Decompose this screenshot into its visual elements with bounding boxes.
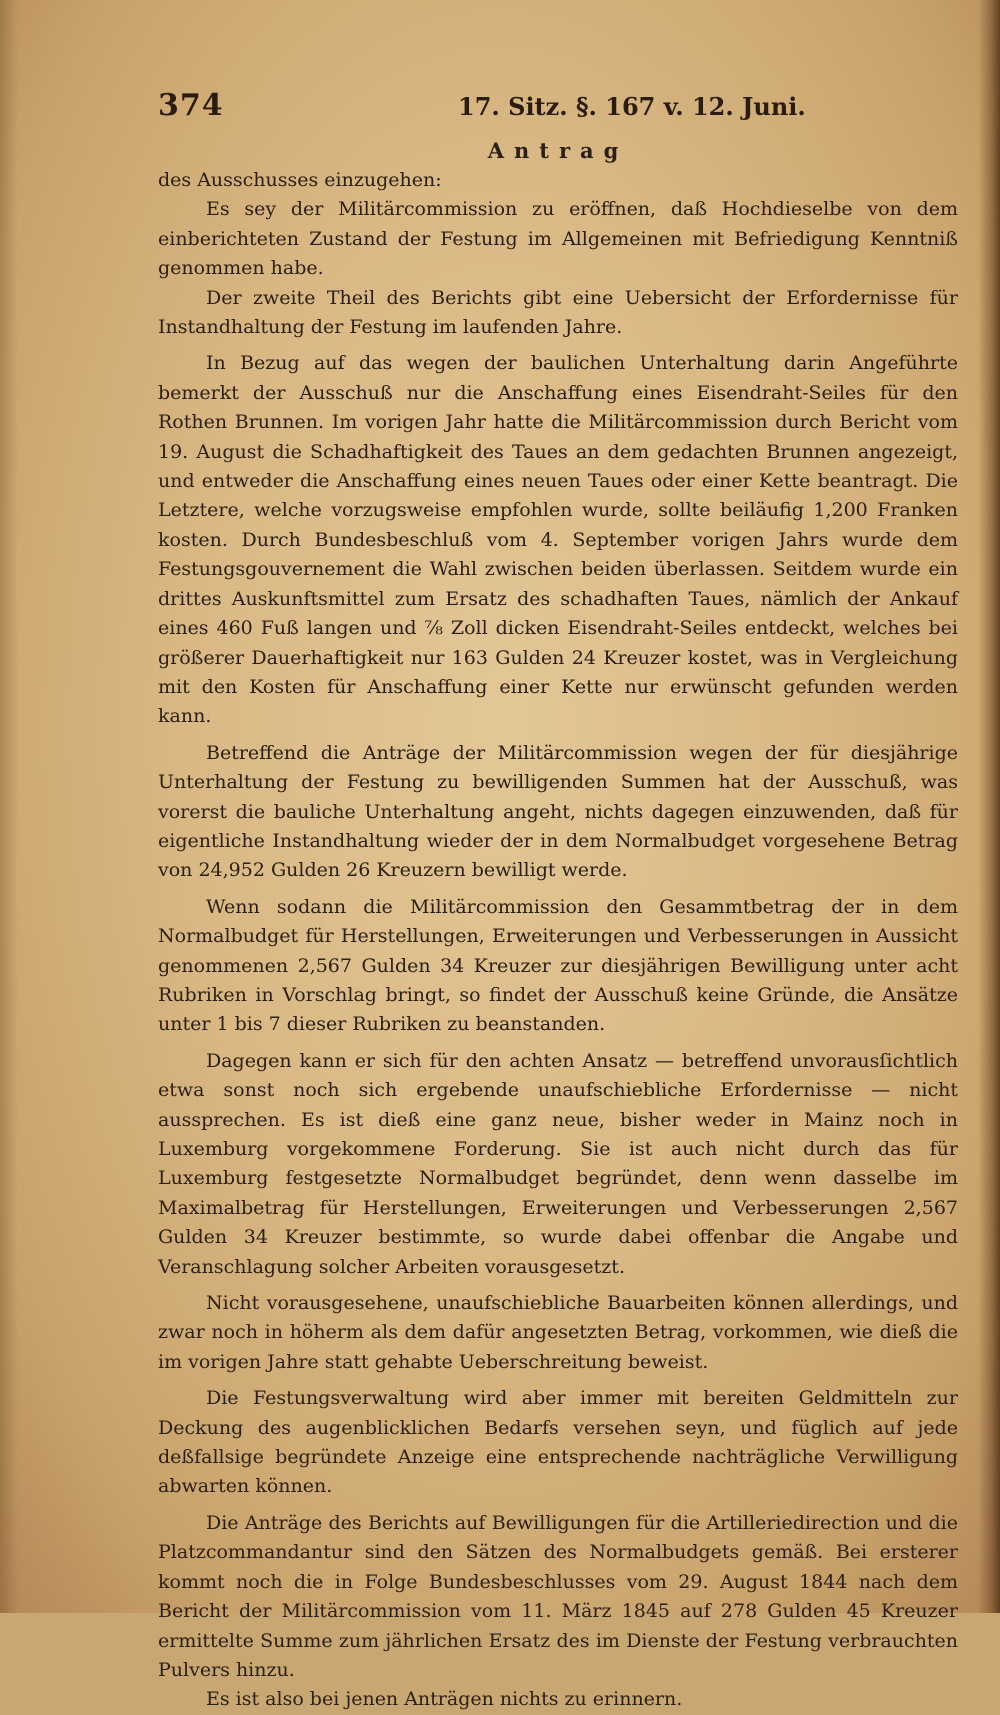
paragraph: Es ist also bei jenen Anträgen nichts zu erinnern. bbox=[206, 1688, 683, 1711]
page-edge-shadow bbox=[978, 0, 1000, 1613]
paragraph: Betreffend die Anträge der Militärcommission wegen der für diesjährige Unterhaltung der Festung zu bewilligenden Summen hat der Ausschuß, was vorerst die bauliche Unterhaltung angeht, nichts dagegen einzuwenden, daß für eigentliche Instandhaltung wieder der in dem Normalbudget vorgesehene Betrag von 24,952 Gulden 26 Kreuzern bewilligt werde. bbox=[158, 741, 958, 882]
paragraph: Die Anträge des Berichts auf Bewilligungen für die Artilleriedirection und die Platzcommandantur sind den Sätzen des Normalbudgets gemäß. Bei ersterer kommt noch die in Folge Bundesbeschlusses vom 29. August 1844 nach dem Bericht der Militärcommission vom 11. März 1845 auf 278 Gulden 45 Kreuzer ermittelte Summe zum jährlichen Ersatz des im Dienste der Festung verbrauchten Pulvers hinzu. bbox=[158, 1511, 958, 1681]
paragraph: des Ausschusses einzugehen: bbox=[158, 169, 442, 191]
paragraph: Die Festungsverwaltung wird aber immer mit bereiten Geldmitteln zur Deckung des augenblicklichen Bedarfs versehen seyn, und füglich auf jede deßfallsige begründete Anzeige eine entsprechende nachträgliche Verwilligung abwarten können. bbox=[158, 1387, 958, 1498]
paragraph: Wenn sodann die Militärcommission den Gesammtbetrag der in dem Normalbudget für Herstellungen, Erweiterungen und Verbesserungen in Aussicht genommenen 2,567 Gulden 34 Kreuzer zur diesjährigen Bewilligung unter acht Rubriken in Vorschlag bringt, so findet der Ausschuß keine Gründe, die Ansätze unter 1 bis 7 dieser Rubriken zu beanstanden. bbox=[158, 895, 958, 1036]
paragraph: Nicht vorausgesehene, unaufschiebliche Bauarbeiten können allerdings, und zwar noch in höherm als dem dafür angesetzten Betrag, vorkommen, wie dieß die im vorigen Jahre statt gehabte Ueberschreitung beweist. bbox=[158, 1292, 958, 1373]
section-title: Antrag bbox=[487, 138, 629, 163]
paragraph: In Bezug auf das wegen der baulichen Unterhaltung darin Angeführte bemerkt der Ausschuß nur die Anschaffung eines Eisendraht-Seiles für den Rothen Brunnen. Im vorigen Jahr hatte die Militärcommission durch Bericht vom 19. August die Schadhaftigkeit des Taues an dem gedachten Brunnen angezeigt, und entweder die Anschaffung eines neuen Taues oder einer Kette beantragt. Die Letztere, welche vorzugsweise empfohlen wurde, sollte beiläufig 1,200 Franken kosten. Durch Bundesbeschluß vom 4. September vorigen Jahrs wurde dem Festungsgouvernement die Wahl zwischen beiden überlassen. Seitdem wurde ein drittes Auskunftsmittel zum Ersatz des schadhaften Taues, nämlich der Ankauf eines 460 Fuß langen und ⅞ Zoll dicken Eisendraht-Seiles entdeckt, welches bei größerer Dauerhaftigkeit nur 163 Gulden 24 Kreuzer kostet, was in Vergleichung mit den Kosten für Anschaffung einer Kette nur erwünscht gefunden werden kann. bbox=[158, 352, 958, 728]
running-head: 17. Sitz. §. 167 v. 12. Juni. bbox=[458, 92, 806, 121]
page-header bbox=[158, 88, 806, 128]
page-gutter-shadow bbox=[0, 0, 18, 1613]
paragraph: Es sey der Militärcommission zu eröffnen, daß Hochdieselbe von dem einberichteten Zustand der Festung im Allgemeinen mit Befriedigung Kenntniß genommen habe. bbox=[158, 198, 958, 280]
page-number: 374 bbox=[158, 88, 224, 123]
paragraph: Dagegen kann er sich für den achten Ansatz — betreffend unvorausſichtlich etwa sonst noch sich ergebende unaufschiebliche Erfordernisse — nicht aussprechen. Es ist dieß eine ganz neue, bisher weder in Mainz noch in Luxemburg vorgekommene Forderung. Sie ist auch nicht durch das für Luxemburg festgesetzte Normalbudget begründet, denn wenn dasselbe im Maximalbetrag für Herstellungen, Erweiterungen und Verbesserungen 2,567 Gulden 34 Kreuzer bestimmte, so wurde dabei offenbar die Angabe und Veranschlagung solcher Arbeiten vorausgesetzt. bbox=[158, 1049, 958, 1278]
paragraph: Der zweite Theil des Berichts gibt eine Uebersicht der Erfordernisse für Instandhaltung der Festung im laufenden Jahre. bbox=[158, 286, 958, 339]
page-body bbox=[158, 136, 958, 1715]
